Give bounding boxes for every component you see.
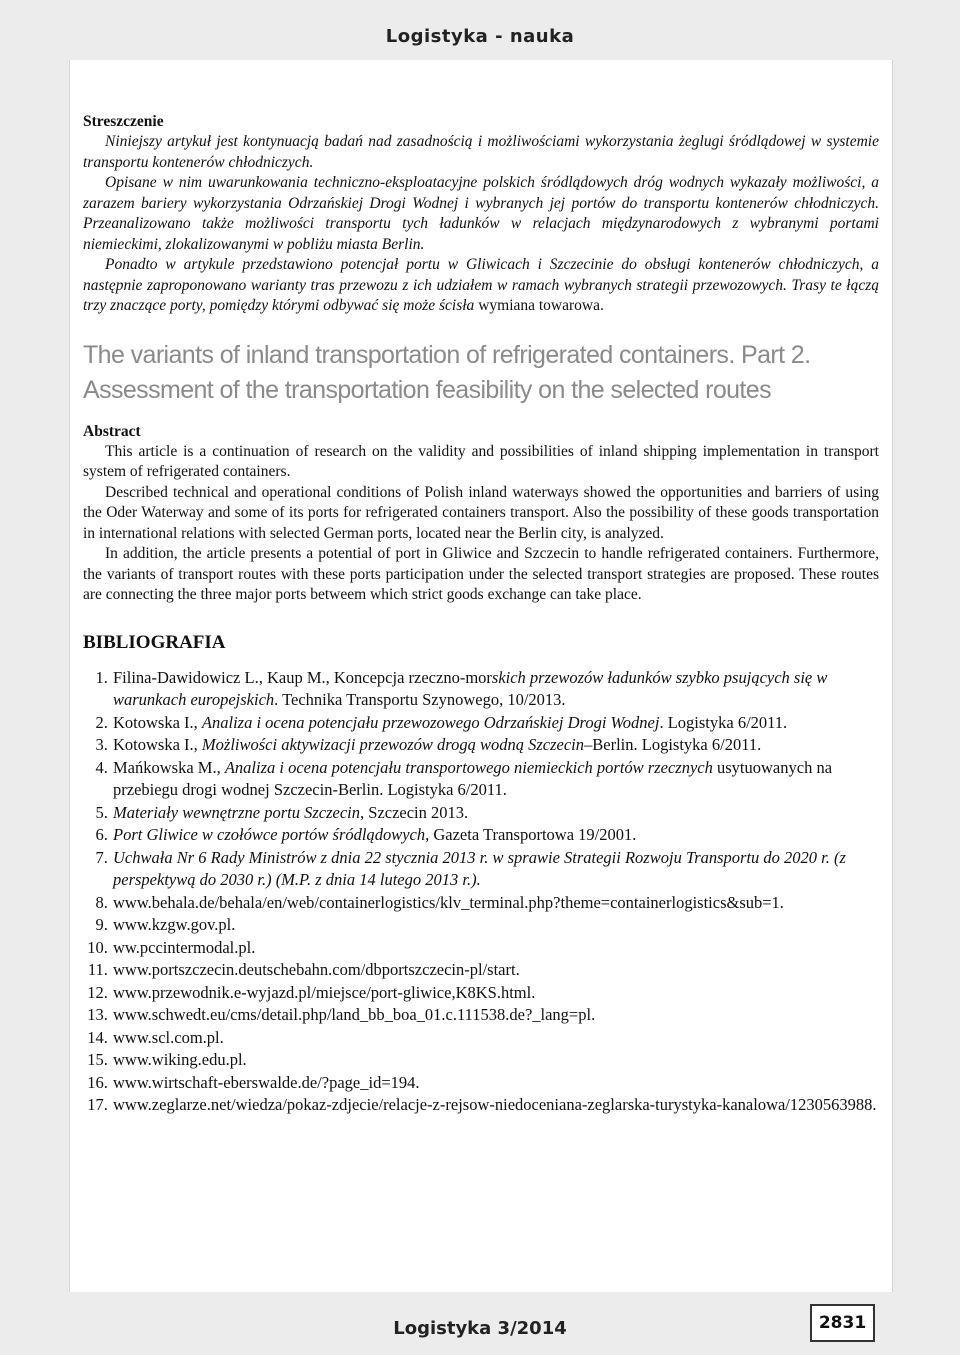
- bibliography-item: [112, 1072, 879, 1095]
- bibliography-item-author: www.schwedt.eu/cms/detail.php/land_bb_boa_01.c.111538.de?_lang=pl.: [113, 1005, 596, 1024]
- streszczenie-paragraph-1: Niniejszy artykuł jest kontynuacją badań nad zasadnością i możliwościami wykorzystania żeglugi śródlądowej w systemie transportu kontenerów chłodniczych.: [83, 133, 879, 171]
- bibliography-item-author: www.wirtschaft-eberswalde.de/?page_id=194.: [113, 1072, 420, 1092]
- bibliography-item: [112, 1094, 879, 1117]
- bibliography-item: [112, 1049, 879, 1072]
- streszczenie-paragraph-3-text: Ponadto w artykule przedstawiono potencjał portu w Gliwicach i Szczecinie do obsługi kontenerów chłodniczych, a następnie zaproponowano warianty tras przewozu z ich udziałem w ramach wybranych strategii przewozowych. Trasy te łączą trzy znaczące porty, pomiędzy którymi odbywać się może ścisła: [83, 256, 879, 314]
- bibliography-item: [112, 914, 879, 937]
- bibliography-item: [112, 802, 879, 825]
- bibliography-item-source: , Szczecin 2013.: [360, 802, 469, 822]
- article-body: [83, 111, 879, 1117]
- journal-section-header: Logistyka - nauka: [385, 26, 575, 47]
- bibliography-item: [112, 757, 879, 802]
- bibliography-item: [112, 1004, 879, 1027]
- bibliography-item-author: www.scl.com.pl.: [113, 1027, 224, 1047]
- bibliography-item-title: Analiza i ocena potencjału transportowego niemieckich portów rzecznych: [224, 757, 713, 777]
- abstract-paragraph-1: This article is a continuation of research on the validity and possibilities of inland shipping implementation in transport system of refrigerated containers.: [83, 442, 879, 480]
- abstract-paragraph-3: In addition, the article presents a potential of port in Gliwice and Szczecin to handle refrigerated containers. Furthermore, the variants of transport routes with these ports participation under the selected transport strategies are proposed. These routes are connecting the three major ports betweem which strict goods exchange can take place.: [83, 545, 879, 603]
- bibliography-item: [112, 937, 879, 960]
- bibliography-item-title: Uchwała Nr 6 Rady Ministrów z dnia 22 stycznia 2013 r. w sprawie Strategii Rozwoju Transportu do 2020 r. (z perspektywą do 2030 r.) (M.P. z dnia 14 lutego 2013 r.).: [113, 847, 846, 889]
- streszczenie-paragraph-3-end: wymiana towarowa.: [478, 297, 604, 314]
- bibliography-item-author: www.portszczecin.deutschebahn.com/dbportszczecin-pl/start.: [113, 960, 520, 979]
- english-title-line-1: The variants of inland transportation of refrigerated containers. Part 2.: [83, 340, 811, 369]
- abstract-paragraph-2: Described technical and operational conditions of Polish inland waterways showed the opportunities and barriers of using the Oder Waterway and some of its ports for refrigerated containers transport. Also the possibility of these goods transportation in international relations with selected German ports, located near the Berlin city, is analyzed.: [83, 483, 879, 542]
- abstract-heading: Abstract: [83, 422, 141, 440]
- bibliography-item: [112, 847, 879, 892]
- bibliography-item-author: www.zeglarze.net/wiedza/pokaz-zdjecie/relacje-z-rejsow-niedoceniana-zeglarska-turystyka-kanalowa/1230563988.: [113, 1095, 877, 1114]
- bibliography-item-author: Kotowska I.,: [113, 735, 202, 754]
- bibliography-item-author: Filina-Dawidowicz L., Kaup M., Koncepcja rzeczno-mor: [113, 667, 492, 687]
- bibliography-item-author: www.kzgw.gov.pl.: [113, 915, 236, 934]
- bibliography-item: [112, 959, 879, 982]
- bibliography-item: [112, 892, 879, 915]
- bibliography-item: [112, 734, 879, 757]
- content-panel: [69, 60, 893, 1292]
- bibliography-item-title: Materiały wewnętrzne portu Szczecin: [113, 802, 361, 822]
- english-title-line-2: Assessment of the transportation feasibility on the selected routes: [83, 375, 771, 404]
- bibliography-item-title: skich przewozów ładunków szybko psujących się w warunkach europejskich: [113, 667, 828, 709]
- bibliography-item-source: Berlin. Logistyka 6/2011.: [592, 735, 762, 754]
- bibliography-item-author: Kotowska I.,: [113, 712, 202, 732]
- bibliography-heading: BIBLIOGRAFIA: [83, 631, 226, 653]
- english-title: [83, 338, 879, 408]
- bibliography-item-source: usytuowanych na przebiegu drogi wodnej Szczecin-Berlin. Logistyka 6/2011.: [113, 757, 833, 799]
- bibliography-item: [112, 982, 879, 1005]
- journal-issue-footer: Logistyka 3/2014: [393, 1318, 567, 1339]
- bibliography-item-source: . Technika Transportu Szynowego, 10/2013.: [274, 690, 566, 709]
- bibliography-item-author: www.przewodnik.e-wyjazd.pl/miejsce/port-gliwice,K8KS.html.: [113, 982, 536, 1002]
- bibliography-item-source: . Logistyka 6/2011.: [659, 712, 788, 732]
- bibliography-item-author: ww.pccintermodal.pl.: [113, 937, 256, 957]
- bibliography-item: [112, 667, 879, 712]
- bibliography-item-title: Port Gliwice w czołówce portów śródlądowych: [113, 825, 426, 844]
- bibliography-item: [112, 824, 879, 847]
- bibliography-item-source: , Gazeta Transportowa 19/2001.: [425, 825, 637, 844]
- bibliography-item: [112, 1027, 879, 1050]
- bibliography-item-title: Możliwości aktywizacji przewozów drogą wodną Szczecin–: [201, 735, 593, 754]
- bibliography-list: [83, 667, 879, 1117]
- bibliography-item-author: Mańkowska M.,: [113, 757, 225, 777]
- streszczenie-paragraph-3: [83, 255, 879, 317]
- bibliography-item-title: Analiza i ocena potencjału przewozowego Odrzańskiej Drogi Wodnej: [201, 712, 660, 732]
- streszczenie-paragraph-2: Opisane w nim uwarunkowania techniczno-eksploatacyjne polskich śródlądowych dróg wodnych wykazały możliwości, a zarazem bariery wykorzystania Odrzańskiej Drogi Wodnej i wybranych jej portów do transportu kontenerów chłodniczych. Przeanalizowano także możliwości transportu tych ładunków w relacjach międzynarodowych z wybranymi portami niemieckimi, zlokalizowanymi w pobliżu miasta Berlin.: [83, 174, 879, 253]
- streszczenie-heading: Streszczenie: [83, 113, 164, 130]
- page-number: 2831: [810, 1304, 875, 1342]
- bibliography-item: [112, 712, 879, 735]
- bibliography-item-author: www.wiking.edu.pl.: [113, 1050, 247, 1069]
- bibliography-item-author: www.behala.de/behala/en/web/containerlogistics/klv_terminal.php?theme=containerlogistics&sub=1.: [113, 892, 784, 912]
